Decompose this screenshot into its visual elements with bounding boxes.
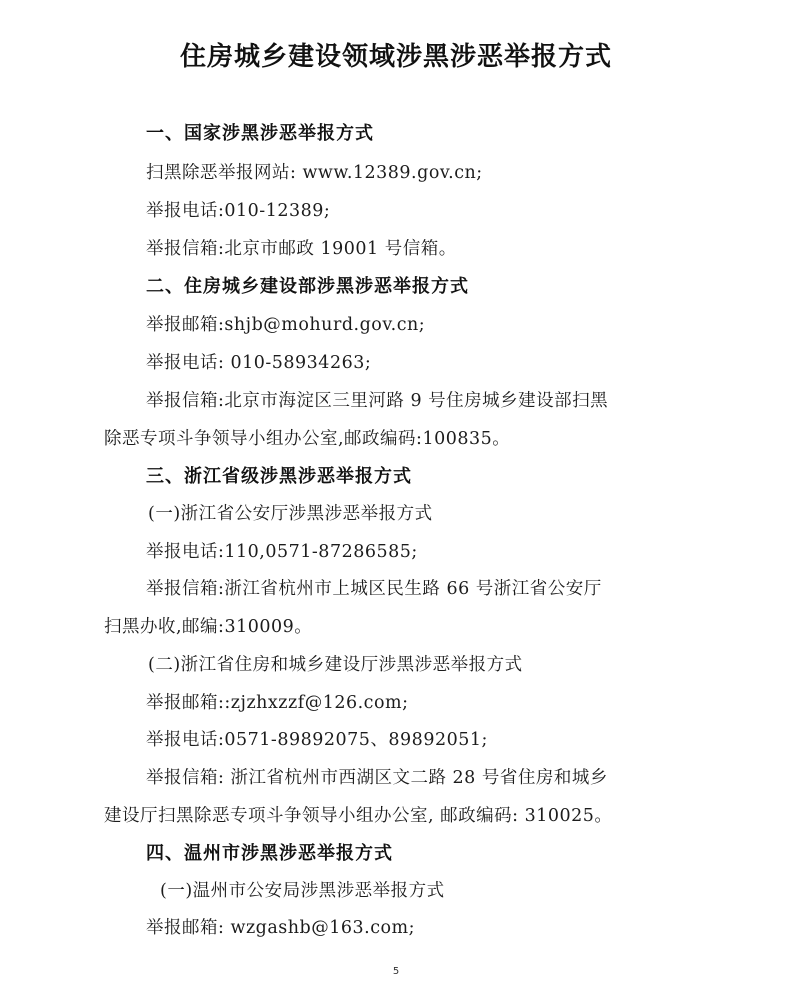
zhejiang-police-mailbox-line1: 举报信箱:浙江省杭州市上城区民生路 66 号浙江省公安厅	[146, 579, 602, 599]
national-report-website: 扫黑除恶举报网站: www.12389.gov.cn;	[146, 163, 483, 183]
ministry-report-mailbox-line2: 除恶专项斗争领导小组办公室,邮政编码:100835。	[104, 429, 511, 449]
section-heading-national: 一、国家涉黑涉恶举报方式	[146, 123, 374, 144]
zhejiang-housing-email: 举报邮箱::zjzhxzzf@126.com;	[146, 693, 409, 713]
zhejiang-housing-phone: 举报电话:0571-89892075、89892051;	[146, 730, 488, 750]
section-heading-ministry: 二、住房城乡建设部涉黑涉恶举报方式	[146, 276, 469, 297]
national-report-phone: 举报电话:010-12389;	[146, 201, 331, 221]
zhejiang-police-mailbox-line2: 扫黑办收,邮编:310009。	[104, 617, 313, 637]
page-title: 住房城乡建设领域涉黑涉恶举报方式	[179, 42, 612, 72]
national-report-mailbox: 举报信箱:北京市邮政 19001 号信箱。	[146, 239, 457, 259]
section-heading-wenzhou: 四、温州市涉黑涉恶举报方式	[146, 843, 393, 864]
ministry-report-email: 举报邮箱:shjb@mohurd.gov.cn;	[146, 315, 426, 335]
wenzhou-police-email: 举报邮箱: wzgashb@163.com;	[146, 918, 416, 938]
section-heading-zhejiang: 三、浙江省级涉黑涉恶举报方式	[146, 466, 412, 487]
zhejiang-housing-mailbox-line1: 举报信箱: 浙江省杭州市西湖区文二路 28 号省住房和城乡	[146, 768, 608, 788]
zhejiang-housing-mailbox-line2: 建设厅扫黑除恶专项斗争领导小组办公室, 邮政编码: 310025。	[104, 806, 613, 826]
ministry-report-mailbox-line1: 举报信箱:北京市海淀区三里河路 9 号住房城乡建设部扫黑	[146, 391, 609, 411]
ministry-report-phone: 举报电话: 010-58934263;	[146, 353, 372, 373]
zhejiang-police-phone: 举报电话:110,0571-87286585;	[146, 542, 418, 562]
wenzhou-police-subheading: (一)温州市公安局涉黑涉恶举报方式	[160, 881, 445, 901]
page-number: 5	[392, 966, 400, 977]
zhejiang-police-subheading: (一)浙江省公安厅涉黑涉恶举报方式	[148, 504, 433, 524]
zhejiang-housing-subheading: (二)浙江省住房和城乡建设厅涉黑涉恶举报方式	[148, 655, 523, 675]
